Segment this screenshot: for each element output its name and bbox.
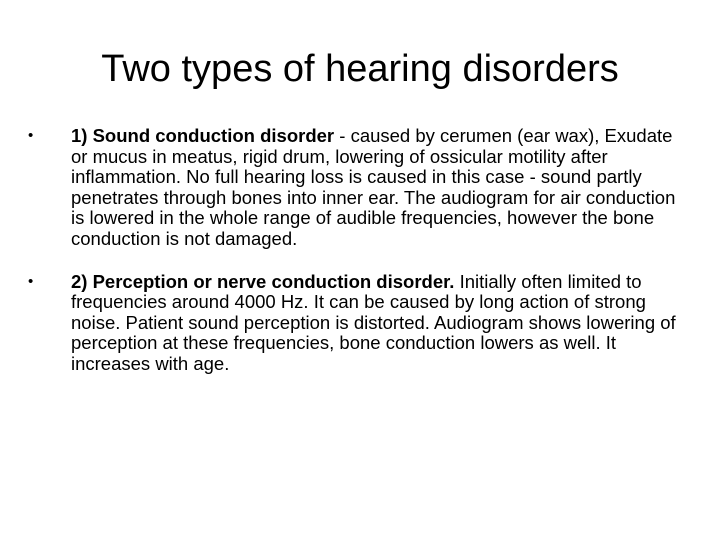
bullet-icon: • (28, 272, 34, 290)
bullet-item-perception (28, 272, 688, 375)
bullet-text: Initially often limited to frequencies around 4000 Hz. It can be caused by long action of strong noise. Patient sound perception is distorted. Audiogram shows lowering of perception at these frequencies, bone conduction lowers as well. It increases with age. (71, 270, 676, 374)
bullet-text: - caused by cerumen (ear wax), Exudate or mucus in meatus, rigid drum, lowering of ossicular motility after inflammation. No full hearing loss is caused in this case - sound partly penetrates through bones into inner ear. The audiogram for air conduction is lowered in the whole range of audible frequencies, however the bone conduction is not damaged. (71, 125, 676, 249)
bullet-list (28, 126, 688, 397)
bullet-icon: • (28, 127, 34, 144)
bullet-heading: 2) Perception or nerve conduction disorder. (71, 270, 455, 292)
slide-title: Two types of hearing disorders (101, 48, 619, 90)
bullet-item-sound-conduction (28, 126, 688, 250)
bullet-heading: 1) Sound conduction disorder (71, 125, 335, 146)
